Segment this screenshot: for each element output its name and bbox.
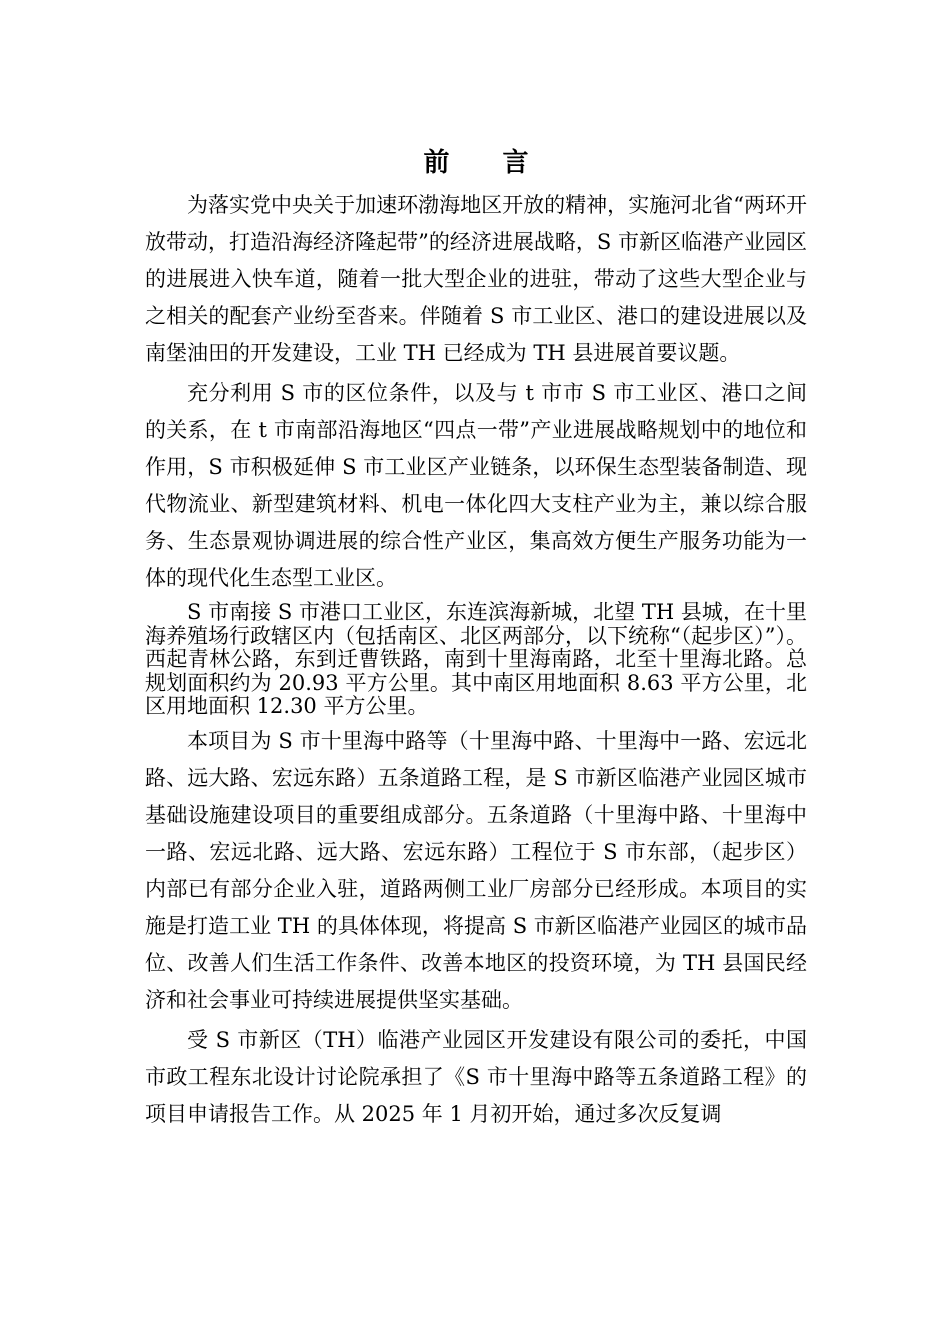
paragraph-5: 受 S 市新区（TH）临港产业园区开发建设有限公司的委托，中国市政工程东北设计讨论院承担了《S 市十里海中路等五条道路工程》的项目申请报告工作。从 2025 年 1 月初开始，通过多次反复调 bbox=[145, 1027, 807, 1126]
document-page bbox=[145, 143, 807, 1133]
paragraph-3: S 市南接 S 市港口工业区，东连滨海新城，北望 TH 县城，在十里海养殖场行政辖区内（包括南区、北区两部分，以下统称“（起步区）”）。西起青林公路，东到迁曹铁路，南到十里海南路，北至十里海北路。总规划面积约为 20.93 平方公里。其中南区用地面积 8.63 平方公里，北区用地面积 12.30 平方公里。 bbox=[145, 600, 807, 718]
paragraph-4: 本项目为 S 市十里海中路等（十里海中路、十里海中一路、宏远北路、远大路、宏远东路）五条道路工程，是 S 市新区临港产业园区城市基础设施建设项目的重要组成部分。五条道路（十里海中路、十里海中一路、宏远北路、远大路、宏远东路）工程位于 S 市东部，（起步区）内部已有部分企业入驻，道路两侧工业厂房部分已经形成。本项目的实施是打造工业 TH 的具体体现，将提高 S 市新区临港产业园区的城市品位、改善人们生活工作条件、改善本地区的投资环境，为 TH 县国民经济和社会事业可持续进展提供坚实基础。 bbox=[145, 728, 807, 1012]
paragraph-1: 为落实党中央关于加速环渤海地区开放的精神，实施河北省“两环开放带动，打造沿海经济隆起带”的经济进展战略，S 市新区临港产业园区的进展进入快车道，随着一批大型企业的进驻，带动了这些大型企业与之相关的配套产业纷至沓来。伴随着 S 市工业区、港口的建设进展以及南堡油田的开发建设，工业 TH 已经成为 TH 县进展首要议题。 bbox=[145, 193, 807, 365]
document-title: 前 言 bbox=[423, 148, 551, 178]
paragraph-2: 充分利用 S 市的区位条件，以及与 t 市市 S 市工业区、港口之间的关系，在 t 市南部沿海地区“四点一带”产业进展战略规划中的地位和作用，S 市积极延伸 S 市工业区产业链条，以环保生态型装备制造、现代物流业、新型建筑材料、机电一体化四大支柱产业为主，兼以综合服务、生态景观协调进展的综合性产业区，集高效方便生产服务功能为一体的现代化生态型工业区。 bbox=[145, 381, 807, 590]
